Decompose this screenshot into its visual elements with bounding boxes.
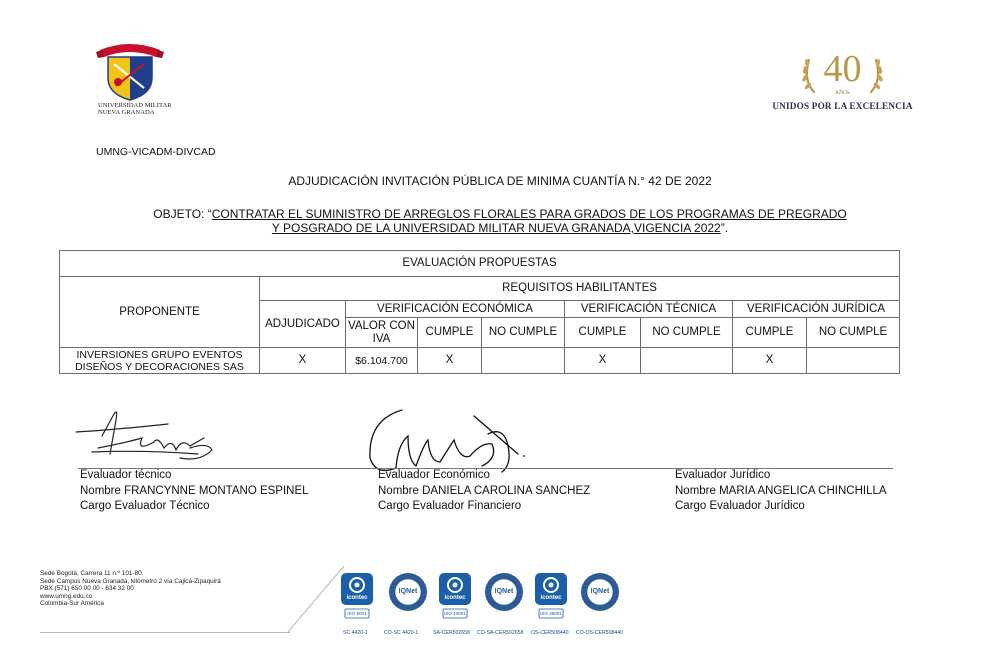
signature-name: Nombre FRANCYNNE MONTANO ESPINEL (80, 484, 309, 497)
header-tec-cumple: CUMPLE (565, 318, 641, 348)
header-jur-no-cumple: NO CUMPLE (807, 318, 900, 348)
iqnet-badge (388, 572, 428, 617)
header-verificacion-economica: VERIFICACIÓN ECONÓMICA (346, 301, 565, 318)
signature-tecnico (72, 408, 222, 468)
document-reference: UMNG-VICADM-DIVCAD (96, 146, 216, 158)
document-objeto (60, 207, 940, 235)
cell-eco-cumple: X (418, 348, 482, 374)
objeto-suffix: ”. (720, 221, 729, 235)
table-title: EVALUACIÓN PROPUESTAS (60, 251, 900, 277)
objeto-prefix: OBJETO: “ (153, 207, 212, 221)
signature-block-economico (378, 468, 590, 515)
iso-label: ISO 14001 (444, 611, 466, 616)
cert-code: OS-CER508440 (531, 630, 569, 636)
address-line: PBX (571) 650 00 00 - 634 32 00 (40, 585, 134, 593)
signature-role: Evaluador Jurídico (675, 469, 771, 481)
signature-block-tecnico (80, 468, 309, 515)
iqnet-badge (484, 572, 524, 617)
cert-code: SA-CER502658 (433, 630, 470, 636)
header-verificacion-tecnica: VERIFICACIÓN TÉCNICA (565, 301, 733, 318)
signature-name: Nombre MARIA ANGELICA CHINCHILLA (675, 484, 887, 497)
evaluation-table (59, 250, 900, 374)
header-valor-con-iva: VALOR CON IVA (346, 318, 418, 348)
cell-jur-cumple: X (733, 348, 807, 374)
iqnet-label: IQNet (590, 588, 610, 595)
header-tec-no-cumple: NO CUMPLE (641, 318, 733, 348)
signature-position: Cargo Evaluador Técnico (80, 500, 210, 512)
signature-role: Evaluador Económico (378, 469, 490, 481)
umng-logo (94, 38, 172, 124)
icontec-badge (534, 572, 568, 627)
iqnet-label: IQNet (398, 588, 418, 595)
umng-crest-icon (94, 38, 166, 102)
cell-valor: $6.104.700 (346, 348, 418, 374)
iso-label: ISO 9001 (347, 611, 367, 616)
signature-position: Cargo Evaluador Jurídico (675, 500, 805, 512)
cell-jur-no-cumple (807, 348, 900, 374)
header-verificacion-juridica: VERIFICACIÓN JURÍDICA (733, 301, 900, 318)
address-line: Colombia-Sur América (40, 600, 104, 608)
header-eco-no-cumple: NO CUMPLE (482, 318, 565, 348)
header-jur-cumple: CUMPLE (733, 318, 807, 348)
cell-proponente: INVERSIONES GRUPO EVENTOS DISEÑOS Y DECORACIONES SAS (60, 348, 260, 374)
icontec-badge (438, 572, 472, 627)
anniversary-label: AÑOS (835, 90, 850, 96)
table-row (60, 348, 900, 374)
icontec-badge (340, 572, 374, 627)
cell-tec-cumple: X (565, 348, 641, 374)
address-line: Sede Bogotá, Carrera 11 n.º 101-80. (40, 570, 144, 577)
footer-diagonal-divider (286, 564, 346, 634)
icontec-label: icontec (346, 595, 368, 601)
header-eco-cumple: CUMPLE (418, 318, 482, 348)
signature-name: Nombre DANIELA CAROLINA SANCHEZ (378, 484, 591, 497)
address-line[interactable]: www.umng.edu.co (40, 592, 93, 600)
university-name-line2: NUEVA GRANADA (98, 109, 155, 117)
cert-code: SC 4420-1 (343, 630, 368, 636)
iso-label: ISO 45001 (540, 611, 562, 616)
signature-position: Cargo Evaluador Financiero (378, 500, 522, 512)
header-proponente: PROPONENTE (60, 277, 260, 348)
header-adjudicado: ADJUDICADO (260, 301, 346, 348)
footer-divider (40, 632, 290, 633)
anniversary-number: 40 (823, 48, 862, 90)
university-name-line1: UNIVERSIDAD MILITAR (98, 102, 172, 109)
cell-adjudicado: X (260, 348, 346, 374)
footer-address (40, 570, 221, 608)
anniversary-logo (770, 46, 915, 116)
iqnet-badge (580, 572, 620, 617)
iqnet-label: IQNet (494, 588, 514, 595)
certification-badges (340, 572, 630, 628)
cell-eco-no-cumple (482, 348, 565, 374)
objeto-line1: CONTRATAR EL SUMINISTRO DE ARREGLOS FLORALES PARA GRADOS DE LOS PROGRAMAS DE PREGRADO (211, 207, 847, 221)
cert-code: CO-SA-CER502658 (477, 630, 524, 636)
icontec-label: icontec (444, 595, 466, 601)
anniversary-slogan: UNIDOS POR LA EXCELENCIA (772, 101, 913, 111)
signature-block-juridico (675, 468, 887, 515)
icontec-label: icontec (540, 595, 562, 601)
cert-code: CO-SC 4420-1 (384, 630, 419, 636)
cell-tec-no-cumple (641, 348, 733, 374)
objeto-line2: Y POSGRADO DE LA UNIVERSIDAD MILITAR NUEVA GRANADA,VIGENCIA 2022 (271, 221, 721, 235)
header-requisitos: REQUISITOS HABILITANTES (260, 277, 900, 301)
address-line: Sede Campus Nueva Granada, kilómetro 2 vía Cajicá-Zipaquirá (40, 577, 221, 585)
signature-role: Evaluador técnico (80, 469, 172, 481)
cert-code: CO-OS-CER508440 (576, 630, 623, 636)
document-title: ADJUDICACIÓN INVITACIÓN PÚBLICA DE MINIMA CUANTÍA N.° 42 DE 2022 (288, 174, 712, 188)
